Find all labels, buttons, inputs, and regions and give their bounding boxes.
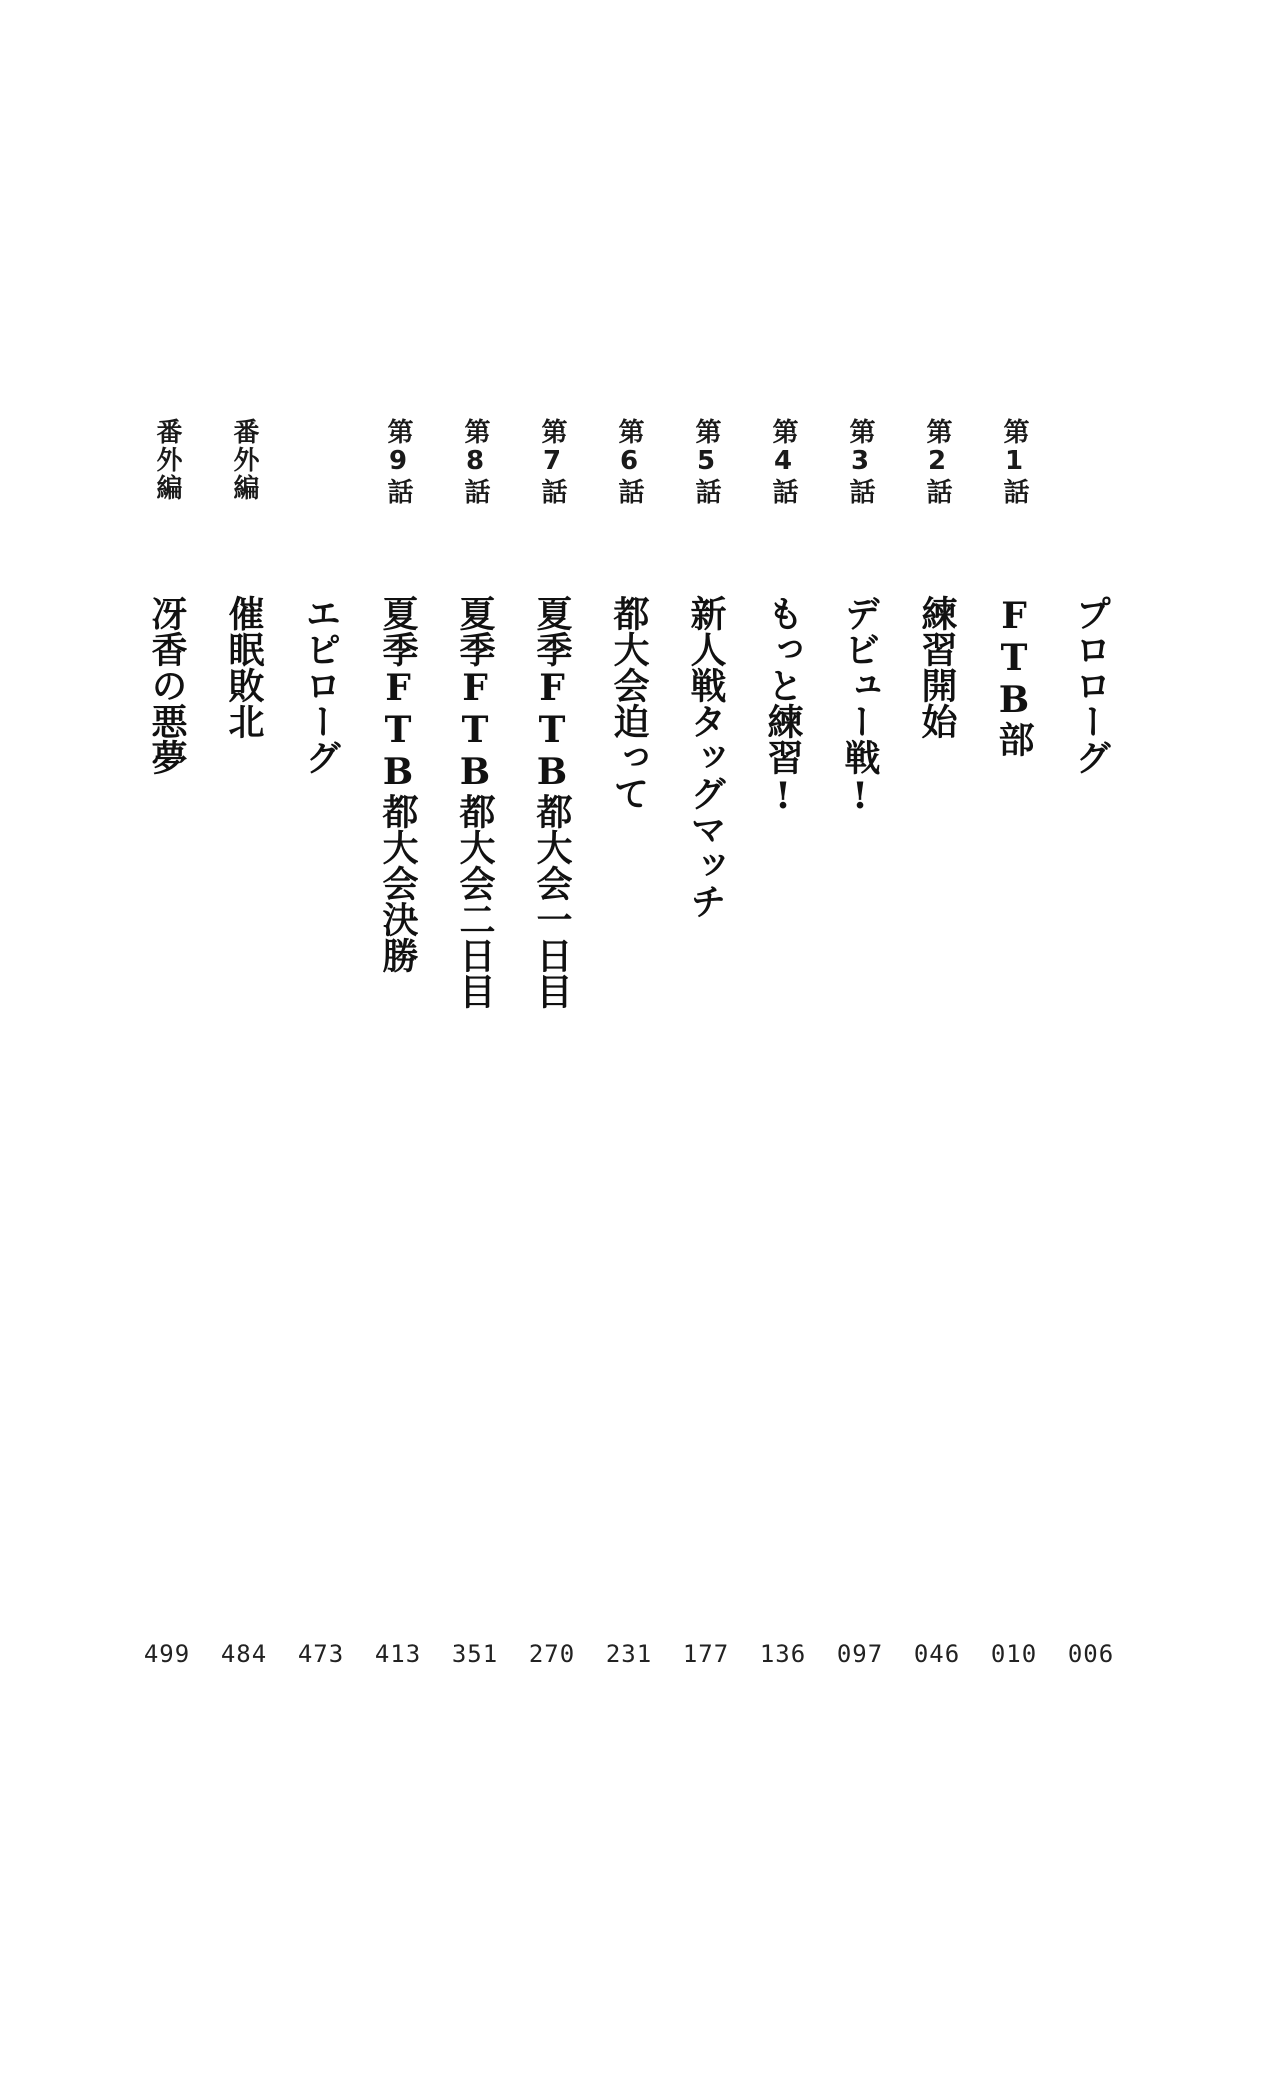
- page-number: 499: [143, 1640, 191, 1668]
- chapter-label: 第6話: [614, 418, 644, 506]
- page-number: 473: [297, 1640, 345, 1668]
- toc-entry-chapter-9[interactable]: [373, 0, 423, 2093]
- chapter-label: 番外編: [229, 418, 259, 502]
- chapter-title: 練習開始: [916, 595, 958, 739]
- page-number: 097: [836, 1640, 884, 1668]
- page-number: 231: [605, 1640, 653, 1668]
- chapter-title: FTB部: [993, 595, 1035, 757]
- page-number: 177: [682, 1640, 730, 1668]
- chapter-label: 第2話: [922, 418, 952, 506]
- chapter-title: プロローグ: [1070, 595, 1112, 775]
- page-number: 351: [451, 1640, 499, 1668]
- chapter-label: 番外編: [152, 418, 182, 502]
- toc-entry-prologue[interactable]: [1066, 0, 1116, 2093]
- chapter-title: 催眠敗北: [223, 595, 265, 739]
- chapter-label: 第5話: [691, 418, 721, 506]
- chapter-label: 第7話: [537, 418, 567, 506]
- chapter-title: デビュー戦!: [839, 595, 881, 817]
- toc-entry-chapter-7[interactable]: [527, 0, 577, 2093]
- toc-entry-chapter-2[interactable]: [912, 0, 962, 2093]
- toc-entry-chapter-3[interactable]: [835, 0, 885, 2093]
- chapter-title: 都大会迫って: [608, 595, 650, 811]
- page-number: 484: [220, 1640, 268, 1668]
- page-number: 270: [528, 1640, 576, 1668]
- chapter-title: 夏季FTB都大会決勝: [377, 595, 419, 973]
- toc-entry-epilogue[interactable]: [296, 0, 346, 2093]
- toc-entry-chapter-8[interactable]: [450, 0, 500, 2093]
- chapter-label: 第4話: [768, 418, 798, 506]
- toc-entry-extra-2[interactable]: [142, 0, 192, 2093]
- chapter-title: もっと練習!: [762, 595, 804, 817]
- chapter-label: 第9話: [383, 418, 413, 506]
- page-number: 006: [1067, 1640, 1115, 1668]
- toc-entry-chapter-4[interactable]: [758, 0, 808, 2093]
- chapter-label: 第8話: [460, 418, 490, 506]
- page-number: 010: [990, 1640, 1038, 1668]
- page-number: 413: [374, 1640, 422, 1668]
- chapter-title: 夏季FTB都大会二日目: [454, 595, 496, 1009]
- chapter-title: 冴香の悪夢: [146, 595, 188, 775]
- chapter-title: 夏季FTB都大会一日目: [531, 595, 573, 1009]
- chapter-label: 第1話: [999, 418, 1029, 506]
- toc-entry-chapter-1[interactable]: [989, 0, 1039, 2093]
- page-number: 136: [759, 1640, 807, 1668]
- chapter-label: 第3話: [845, 418, 875, 506]
- toc-entry-extra-1[interactable]: [219, 0, 269, 2093]
- toc-entry-chapter-5[interactable]: [681, 0, 731, 2093]
- toc-entry-chapter-6[interactable]: [604, 0, 654, 2093]
- page-number: 046: [913, 1640, 961, 1668]
- chapter-title: 新人戦タッグマッチ: [685, 595, 727, 919]
- chapter-title: エピローグ: [300, 595, 342, 775]
